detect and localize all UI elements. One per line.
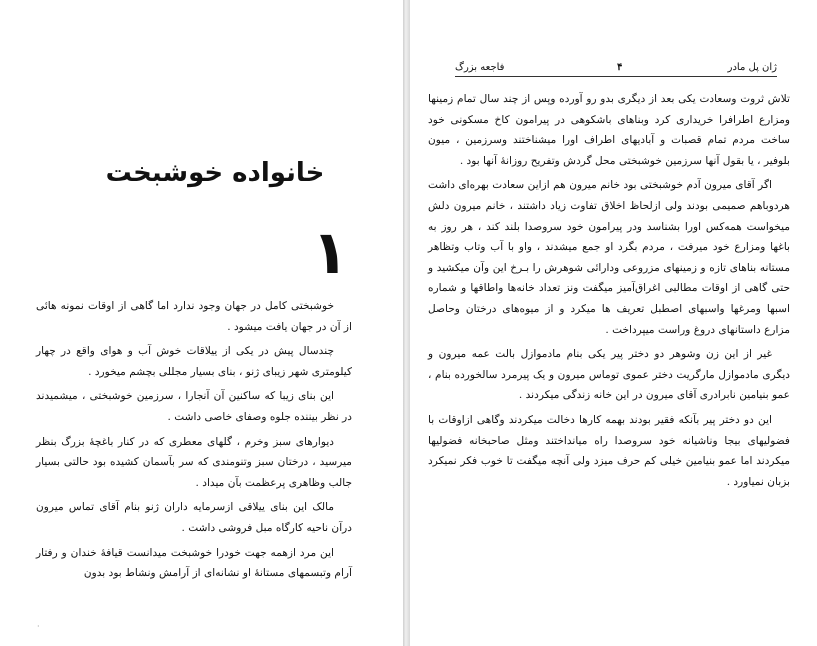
paragraph: مالک این بنای ییلاقی ازسرمایه داران ژنو بنام آقای تماس میرون درآن ناحیه کارگاه مبل فروشی داشت . — [36, 501, 352, 534]
paragraph: غیر از این زن وشوهر دو دختر پیر یکی بنام مادموازل بالت عمه میرون و دیگری مادموازل مارگریت دختر عموی توماس میرون و یک پیرمرد سالخورده بنام ، عمو بنیامین نابرادری آقای میرون در این خانه زندگی میکردند . — [428, 348, 790, 402]
paragraph: این مرد ازهمه جهت خودرا خوشبخت میدانست قیافهٔ خندان و رفتار آرام وتبسمهای مستانهٔ او نشانه‌ای از آرامش ونشاط بود بدون — [36, 546, 352, 580]
running-head-author: ژان پل مادر — [727, 62, 777, 73]
paragraph: این بنای زیبا که ساکنین آن آنجارا ، سرزمین خوشبختی ، میشمیدند در نظر بیننده جلوه وصفای خاصی داشت . — [36, 390, 352, 423]
paragraph: دیوارهای سبز وخرم ، گلهای معطری که در کنار باغچهٔ بزرگ بنظر میرسید ، درختان سبز وتنومندی که سر بآسمان کشیده بود حالتی بسیار جالب وظاهری پرعظمت بآن میداد . — [36, 435, 352, 489]
right-page-body — [428, 89, 790, 496]
paragraph: این دو دختر پیر بآنکه فقیر بودند بهمه کارها دخالت میکردند وگاهی ازاوقات با فضولیهای بیجا وناشیانه خود سروصدا راه میانداختند ومثل صاحبخانه فضولیها میکردند اما عمو بنیامین خیلی کم حرف میزد ولی آنچه میگفت تا خوب فکر نمیکرد بزبان نمیاورد . — [428, 413, 790, 488]
chapter-title: خانواده خوشبخت — [105, 158, 325, 188]
header-rule — [455, 76, 777, 77]
left-page — [0, 0, 403, 646]
left-page-body — [36, 296, 352, 588]
running-head — [455, 62, 777, 78]
paragraph: تلاش ثروت وسعادت یکی بعد از دیگری بدو رو آورده وپس از چند سال تمام زمینها ومزارع اطرافرا خریداری کرد وبناهای باشکوهی در پیرامون کاخ مسکونی خود ساخت مردم تمام قصبات و آبادیهای اطراف اورا میشناختند وسرزمین ، میون بلوفیر ، یا بقول آنها سرزمین خوشبختی محل گردش وتفریح روزانهٔ آنها بود . — [428, 93, 790, 167]
book-spine — [403, 0, 410, 646]
paragraph: اگر آقای میرون آدم خوشبختی بود خانم میرون هم ازاین سعادت بهره‌ای داشت هردوباهم صمیمی بودند ولی ازلحاظ اخلاق تفاوت زیاد داشتند ، خانم میرون دلش میخواست همه‌کس اورا بشناسد ودر پیرامون خود سروصدا بلند کند ، هر روز به باغها ومزارع خود میرفت ، مردم بگرد او جمع میشدند ، واو با آب وتاب وتظاهر مستانه بناهای تازه و زمینهای مزروعی ودارائی شوهرش را بـرخ این وآن میکشید و حتی گاهی از اوقات مطالبی اغراق‌آمیز میگفت ونز تعداد خانه‌ها واطاقها و شماره اسبها ومرغها واسبهای اصطبل تعریف ها میکرد و از میوه‌های درختان وحاصل مزارع داستانهای دروغ وراست میپرداخت . — [428, 179, 790, 336]
scan-mark: · — [37, 622, 40, 631]
paragraph: خوشبختی کامل در جهان وجود ندارد اما گاهی از اوقات نمونه هائی از آن در جهان یافت میشود . — [36, 300, 352, 333]
paragraph: چندسال پیش در یکی از ییلاقات خوش آب و هوای واقع در چهار کیلومتری شهر زیبای ژنو ، بنای بسیار مجللی بچشم میخورد . — [36, 345, 352, 378]
page-number: ۴ — [617, 62, 623, 73]
running-head-book-title: فاجعه بزرگ — [455, 62, 505, 73]
chapter-number: ۱ — [311, 218, 349, 288]
